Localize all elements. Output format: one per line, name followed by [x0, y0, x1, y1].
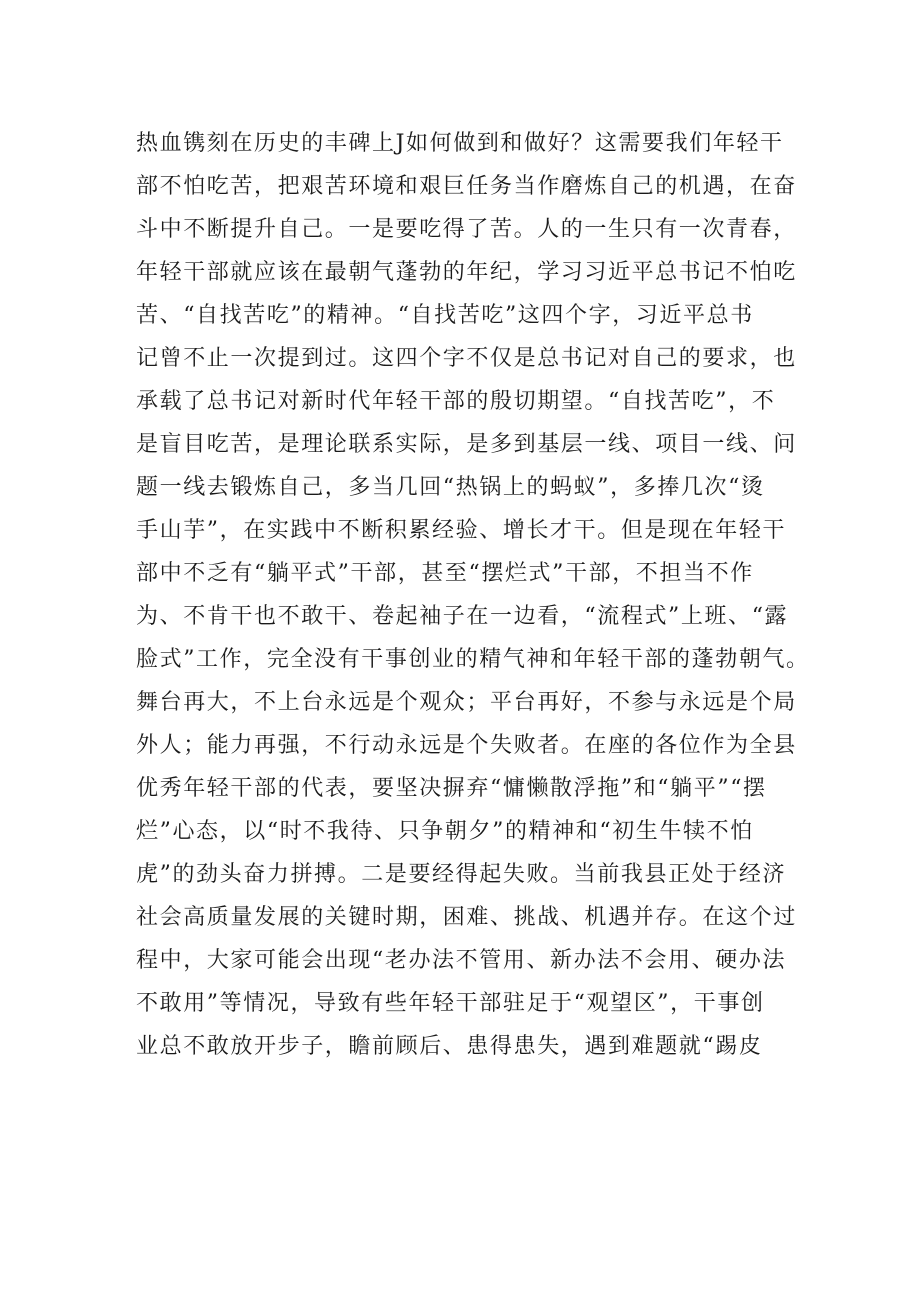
text-line: 年轻干部就应该在最朝气蓬勃的年纪，学习习近平总书记不怕吃 [136, 260, 797, 285]
text-line: 苦、“自找苦吃”的精神。“自找苦吃”这四个字，习近平总书 [136, 303, 754, 328]
text-line: 部不怕吃苦，把艰苦环境和艰巨任务当作磨炼自己的机遇，在奋 [136, 174, 797, 199]
text-line: 舞台再大，不上台永远是个观众；平台再好，不参与永远是个局 [136, 690, 797, 715]
text-line: 不敢用”等情况，导致有些年轻干部驻足于“观望区”，干事创 [136, 991, 765, 1016]
text-line: 手山芋”，在实践中不断积累经验、增长才干。但是现在年轻干 [136, 518, 787, 543]
text-line: 斗中不断提升自己。一是要吃得了苦。人的一生只有一次青春， [136, 217, 797, 242]
text-line: 承载了总书记对新时代年轻干部的殷切期望。“自找苦吃”，不 [136, 389, 776, 414]
text-line: 题一线去锻炼自己，多当几回“热锅上的蚂蚁”，多捧几次“烫 [136, 475, 765, 500]
text-line: 是盲目吃苦，是理论联系实际，是多到基层一线、项目一线、问 [136, 432, 797, 457]
text-line: 社会高质量发展的关键时期，困难、挑战、机遇并存。在这个过 [136, 905, 797, 930]
text-line: 外人；能力再强，不行动永远是个失败者。在座的各位作为全县 [136, 733, 797, 758]
body-text [136, 122, 810, 1068]
text-line: 程中，大家可能会出现“老办法不管用、新办法不会用、硬办法 [136, 948, 787, 973]
text-line: 为、不肯干也不敢干、卷起袖子在一边看，“流程式”上班、“露 [136, 604, 789, 629]
text-line: 优秀年轻干部的代表，要坚决摒弃“慵懒散浮拖”和“躺平”“摆 [136, 776, 767, 801]
text-line: 业总不敢放开步子，瞻前顾后、患得患失，遇到难题就“踢皮 [136, 1034, 763, 1059]
text-line: 烂”心态，以“时不我待、只争朝夕”的精神和“初生牛犊不怕 [136, 819, 754, 844]
text-line: 虎”的劲头奋力拼搏。二是要经得起失败。当前我县正处于经济 [136, 862, 787, 887]
text-line: 部中不乏有“躺平式”干部，甚至“摆烂式”干部，不担当不作 [136, 561, 754, 586]
text-line: 热血镌刻在历史的丰碑上J如何做到和做好？这需要我们年轻干 [136, 131, 784, 156]
text-line: 记曾不止一次提到过。这四个字不仅是总书记对自己的要求，也 [136, 346, 797, 371]
text-line: 脸式”工作，完全没有干事创业的精气神和年轻干部的蓬勃朝气。 [136, 647, 810, 672]
